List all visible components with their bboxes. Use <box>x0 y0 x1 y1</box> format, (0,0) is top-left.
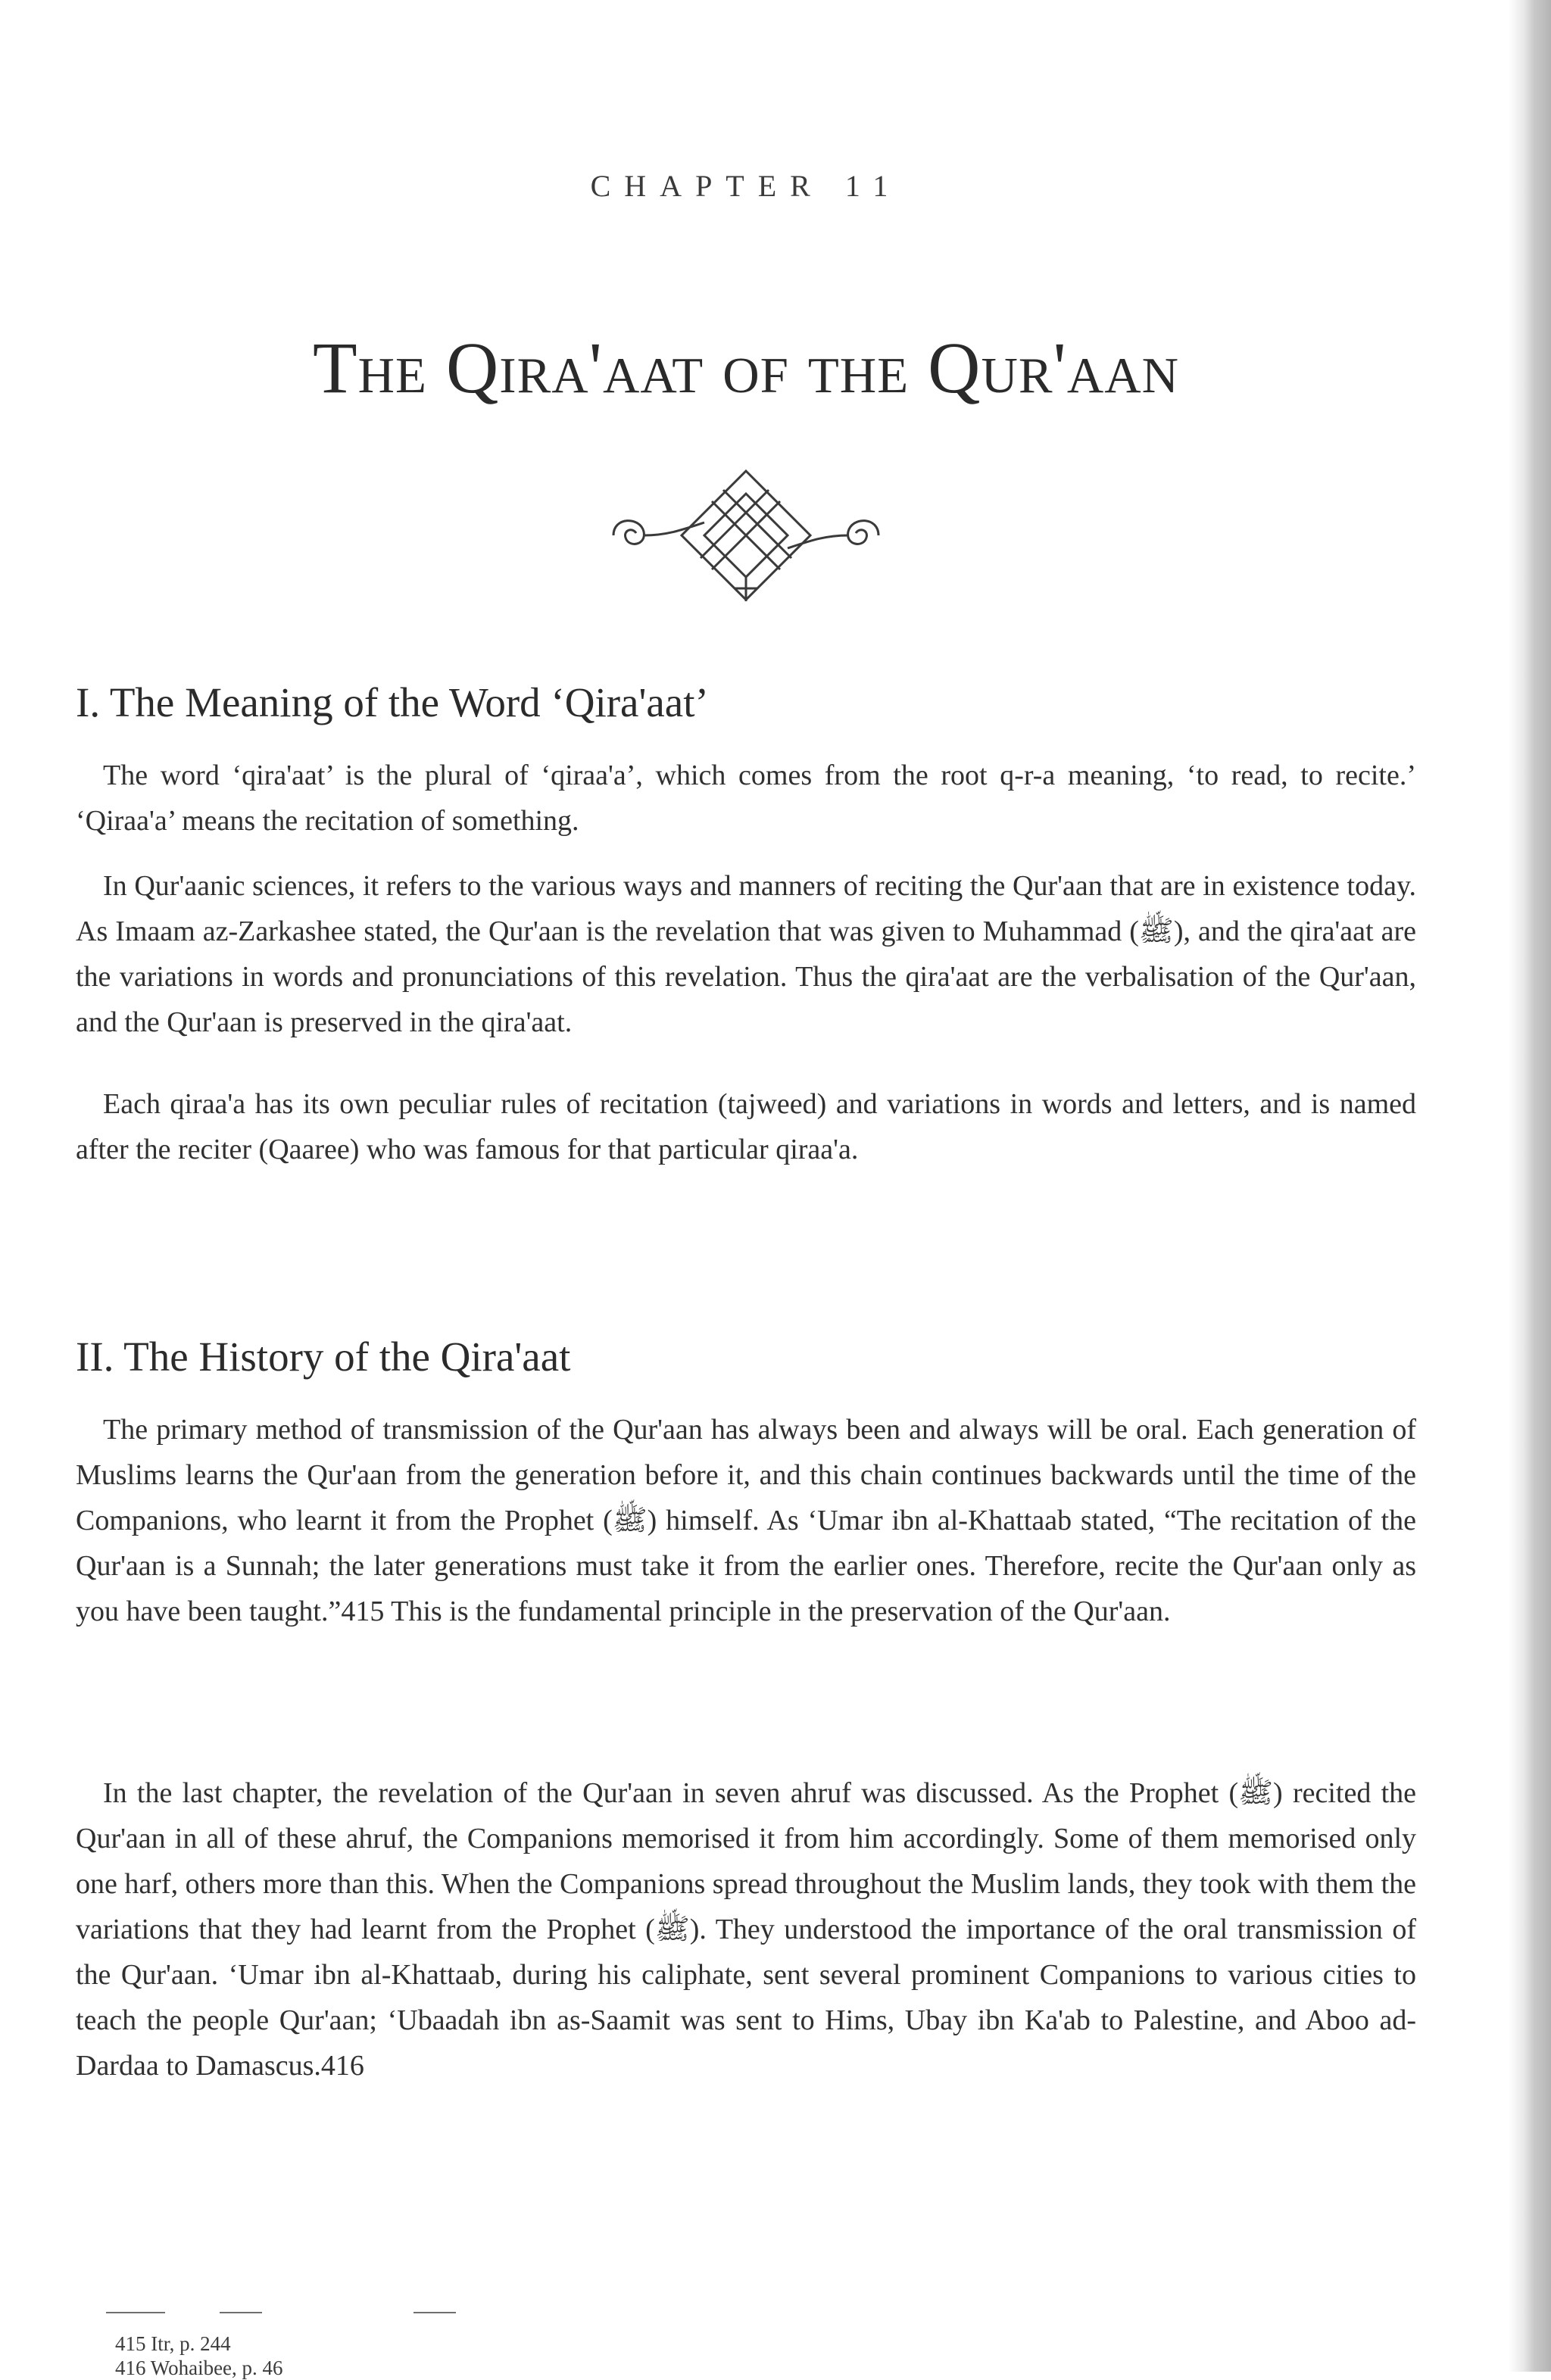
paragraph-meaning-2: In Qur'aanic sciences, it refers to the various ways and manners of reciting the Qur'aan that are in existence today. As Imaam az-Zarkashee stated, the Qur'aan is the revelation that was given to Muhammad (ﷺ), and the qira'aat are the variations in words and pronunciations of this revelation. Thus the qira'aat are the verbalisation of the Qur'aan, and the Qur'aan is preserved in the qira'aat. <box>76 870 1416 1038</box>
footnote-rule-2 <box>220 2312 262 2313</box>
paragraph-history-2: In the last chapter, the revelation of the Qur'aan in seven ahruf was discussed. As the Prophet (ﷺ) recited the Qur'aan in all of these ahruf, the Companions memorised it from him accordingly. Some of them memorised only one harf, others more than this. When the Companions spread throughout the Muslim lands, they took with them the variations that they had learnt from the Prophet (ﷺ). They understood the importance of the oral transmission of the Qur'aan. ‘Umar ibn al-Khattaab, during his caliphate, sent several prominent Companions to various cities to teach the people Qur'aan; ‘Ubaadah ibn as-Saamit was sent to Hims, Ubay ibn Ka'ab to Palestine, and Aboo ad-Dardaa to Damascus.416 <box>76 1777 1417 2082</box>
section-heading-history: II. The History of the Qira'aat <box>76 1333 571 1380</box>
chapter-label: CHAPTER 11 <box>590 169 902 203</box>
footnote-415: 415 Itr, p. 244 <box>115 2332 231 2355</box>
book-spine-shadow <box>1509 0 1551 2372</box>
paragraph-meaning-3: Each qiraa'a has its own peculiar rules of recitation (tajweed) and variations in words and letters, and is named after the reciter (Qaaree) who was famous for that particular qiraa'a. <box>76 1088 1416 1165</box>
footnote-rule-1 <box>106 2312 165 2313</box>
section-heading-meaning: I. The Meaning of the Word ‘Qira'aat’ <box>76 679 709 725</box>
paragraph-history-1: The primary method of transmission of the Qur'aan has always been and always will be oral. Each generation of Muslims learns the Qur'aan from the generation before it, and this chain continues backwards until the time of the Companions, who learnt it from the Prophet (ﷺ) himself. As ‘Umar ibn al-Khattaab stated, “The recitation of the Qur'aan is a Sunnah; the later generations must take it from the earlier ones. Therefore, recite the Qur'aan only as you have been taught.”415 This is the fundamental principle in the preservation of the Qur'aan. <box>76 1414 1416 1627</box>
footnote-rule-3 <box>413 2312 456 2313</box>
decorative-knot-ornament <box>598 463 894 607</box>
paragraph-meaning-1: The word ‘qira'aat’ is the plural of ‘qiraa'a’, which comes from the root q-r-a meaning, ‘to read, to recite.’ ‘Qiraa'a’ means the recitation of something. <box>76 760 1416 837</box>
footnote-416: 416 Wohaibee, p. 46 <box>115 2357 283 2379</box>
chapter-title: The Qira'aat of the Qur'aan <box>313 327 1179 408</box>
